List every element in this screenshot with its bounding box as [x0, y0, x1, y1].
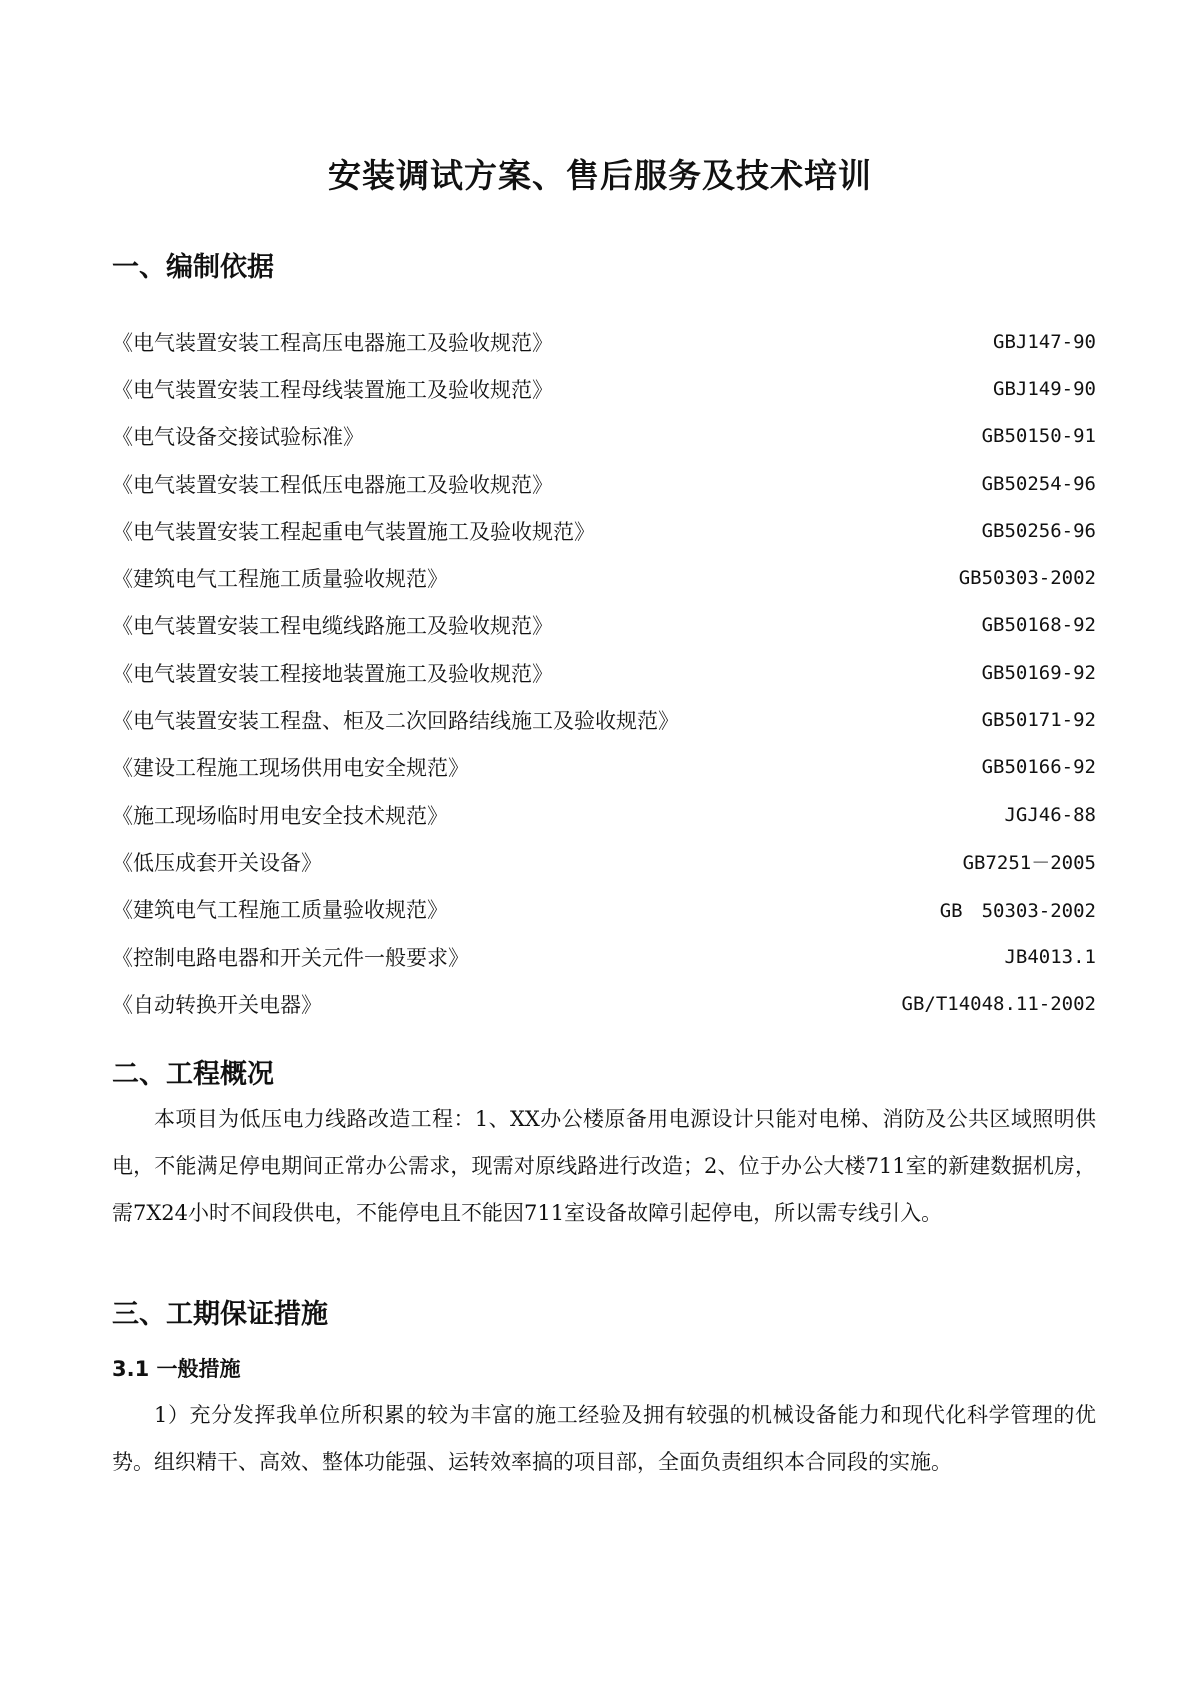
reference-name: 《施工现场临时用电安全技术规范》 — [112, 803, 448, 828]
reference-name: 《低压成套开关设备》 — [112, 850, 322, 875]
subsection-heading-general: 3.1 一般措施 — [112, 1357, 241, 1381]
reference-code: GB50169-92 — [981, 661, 1096, 684]
general-measures-paragraph: 1）充分发挥我单位所积累的较为丰富的施工经验及拥有较强的机械设备能力和现代化科学管理的优势。组织精干、高效、整体功能强、运转效率搞的项目部，全面负责组织本合同段的实施。 — [112, 1403, 1096, 1474]
reference-code: GB50254-96 — [981, 472, 1096, 495]
reference-name: 《电气装置安装工程盘、柜及二次回路结线施工及验收规范》 — [112, 709, 679, 734]
reference-code: GB/T14048.11-2002 — [901, 992, 1096, 1015]
reference-row — [112, 649, 1096, 696]
reference-row — [112, 696, 1096, 743]
reference-row — [112, 507, 1096, 554]
reference-row — [112, 554, 1096, 601]
reference-row — [112, 838, 1096, 885]
reference-name: 《自动转换开关电器》 — [112, 992, 322, 1017]
reference-code: GB7251－2005 — [962, 852, 1096, 875]
reference-name: 《电气装置安装工程母线装置施工及验收规范》 — [112, 377, 553, 402]
reference-code: GB 50303-2002 — [939, 899, 1096, 922]
reference-row — [112, 365, 1096, 412]
reference-code: GB50256-96 — [981, 519, 1096, 542]
reference-code: JB4013.1 — [1004, 945, 1096, 968]
section-heading-schedule: 三、工期保证措施 — [112, 1299, 328, 1330]
overview-paragraph: 本项目为低压电力线路改造工程：1、XX办公楼原备用电源设计只能对电梯、消防及公共区域照明供电，不能满足停电期间正常办公需求，现需对原线路进行改造；2、位于办公大楼711室的新建数据机房，需7X24小时不间段供电，不能停电且不能因711室设备故障引起停电，所以需专线引入。 — [112, 1107, 1096, 1225]
reference-code: GBJ149-90 — [993, 377, 1096, 400]
reference-name: 《建筑电气工程施工质量验收规范》 — [112, 898, 448, 923]
reference-code: GB50168-92 — [981, 614, 1096, 637]
reference-code: GB50303-2002 — [958, 567, 1096, 590]
reference-name: 《建筑电气工程施工质量验收规范》 — [112, 567, 448, 592]
reference-code: GB50171-92 — [981, 709, 1096, 732]
reference-code: GB50150-91 — [981, 425, 1096, 448]
reference-row — [112, 602, 1096, 649]
reference-row — [112, 791, 1096, 838]
reference-name: 《电气装置安装工程接地装置施工及验收规范》 — [112, 661, 553, 686]
reference-name: 《电气设备交接试验标准》 — [112, 425, 364, 450]
document-title: 安装调试方案、售后服务及技术培训 — [328, 156, 872, 195]
reference-name: 《电气装置安装工程高压电器施工及验收规范》 — [112, 330, 553, 355]
reference-code: GB50166-92 — [981, 756, 1096, 779]
reference-name: 《电气装置安装工程低压电器施工及验收规范》 — [112, 472, 553, 497]
reference-name: 《电气装置安装工程电缆线路施工及验收规范》 — [112, 614, 553, 639]
reference-row — [112, 318, 1096, 365]
section-heading-overview: 二、工程概况 — [112, 1059, 274, 1090]
reference-name: 《建设工程施工现场供用电安全规范》 — [112, 756, 469, 781]
reference-code: GBJ147-90 — [993, 330, 1096, 353]
reference-code: JGJ46-88 — [1004, 803, 1096, 826]
reference-list — [112, 318, 1096, 1027]
reference-row — [112, 886, 1096, 933]
reference-name: 《控制电路电器和开关元件一般要求》 — [112, 945, 469, 970]
reference-row — [112, 460, 1096, 507]
reference-name: 《电气装置安装工程起重电气装置施工及验收规范》 — [112, 519, 595, 544]
reference-row — [112, 744, 1096, 791]
reference-row — [112, 413, 1096, 460]
reference-row — [112, 933, 1096, 980]
reference-row — [112, 980, 1096, 1027]
section-heading-basis: 一、编制依据 — [112, 252, 274, 283]
